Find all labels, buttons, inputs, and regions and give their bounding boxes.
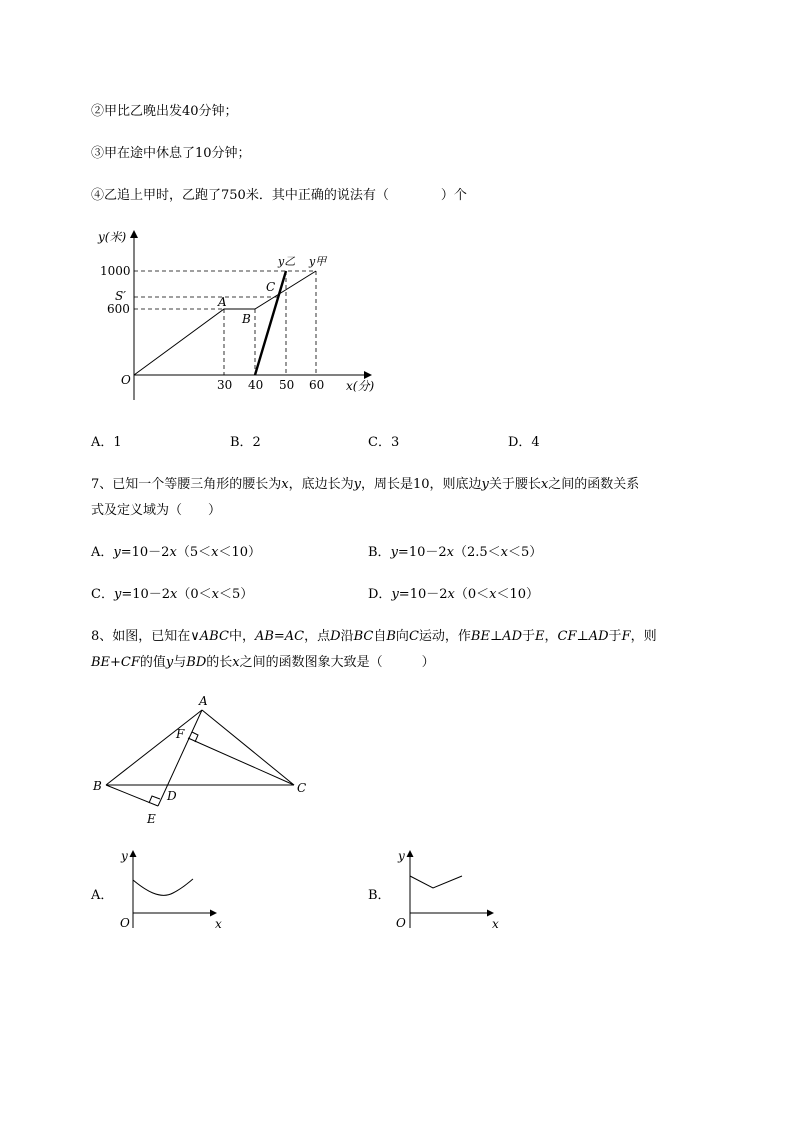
x-tick-30: 30 [217, 378, 233, 392]
segment-AE [158, 710, 202, 806]
option-a-curve [133, 879, 193, 895]
x-axis-label: x(分) [346, 379, 375, 393]
q6-option-d: D．4 [508, 435, 540, 450]
triangle-figure [90, 690, 320, 830]
option-a-x: x [215, 917, 222, 931]
q7-option-c: C．y=10－2x（0＜x＜5） [91, 587, 254, 602]
q8-option-a-label: A． [91, 888, 114, 903]
q7-stem-line2: 式及定义域为（ ） [91, 503, 222, 518]
y-tick-600: 600 [107, 302, 130, 316]
x-tick-60: 60 [309, 378, 325, 392]
jia-line-label: y甲 [309, 255, 327, 268]
q7-stem-line1: 7、已知一个等腰三角形的腰长为x，底边长为y，周长是10，则底边y关于腰长x之间的函数关系 [91, 477, 640, 492]
vertex-A-label: A [199, 694, 208, 708]
point-F-label: F [176, 727, 185, 741]
side-AB [106, 710, 202, 785]
y-tick-1000: 1000 [100, 264, 131, 278]
point-D-label: D [167, 789, 177, 803]
option-b-y: y [398, 849, 405, 863]
x-tick-50: 50 [279, 378, 295, 392]
q8-stem-line1: 8、如图，已知在∨ABC中，AB=AC，点D沿BC自B向C运动，作BE⊥AD于E，CF⊥AD于F，则 [91, 629, 657, 644]
yi-line-label: y乙 [278, 255, 296, 268]
statement-4: ④乙追上甲时，乙跑了750米．其中正确的说法有（ ）个 [91, 188, 467, 203]
option-a-o: O [120, 916, 130, 930]
q7-option-d: D．y=10－2x（0＜x＜10） [368, 587, 540, 602]
vertex-C-label: C [297, 781, 307, 795]
option-a-y: y [121, 849, 128, 863]
statement-3: ③甲在途中休息了10分钟； [91, 146, 251, 161]
q6-option-c: C．3 [368, 435, 400, 450]
q7-option-a: A．y=10－2x（5＜x＜10） [91, 545, 261, 560]
q8-stem-line2: BE+CF的值y与BD的长x之间的函数图象大致是（ ） [91, 655, 435, 670]
q7-option-b: B．y=10－2x（2.5＜x＜5） [368, 545, 543, 560]
statement-2: ②甲比乙晚出发40分钟； [91, 104, 238, 119]
vertex-B-label: B [93, 779, 102, 793]
q8-option-a-graph [115, 845, 230, 930]
right-angle-E [149, 796, 160, 803]
option-b-curve [410, 876, 462, 888]
q8-option-b-label: B． [368, 888, 391, 903]
point-C-label: C [266, 280, 276, 294]
segment-CF [188, 738, 294, 785]
segment-BE [106, 785, 158, 806]
jia-line [134, 271, 316, 375]
origin-label: O [121, 373, 131, 387]
point-E-label: E [147, 812, 156, 826]
x-tick-40: 40 [248, 378, 264, 392]
q6-option-b: B．2 [230, 435, 261, 450]
side-AC [202, 710, 294, 785]
distance-time-graph [95, 225, 395, 405]
q8-option-b-graph [392, 845, 507, 930]
y-axis-label: y(米) [98, 230, 127, 244]
point-B-label: B [242, 312, 251, 326]
y-tick-s: S′ [115, 289, 126, 303]
option-b-o: O [396, 916, 406, 930]
q6-option-a: A．1 [91, 435, 122, 450]
option-b-x: x [492, 917, 499, 931]
point-A-label: A [218, 295, 227, 309]
